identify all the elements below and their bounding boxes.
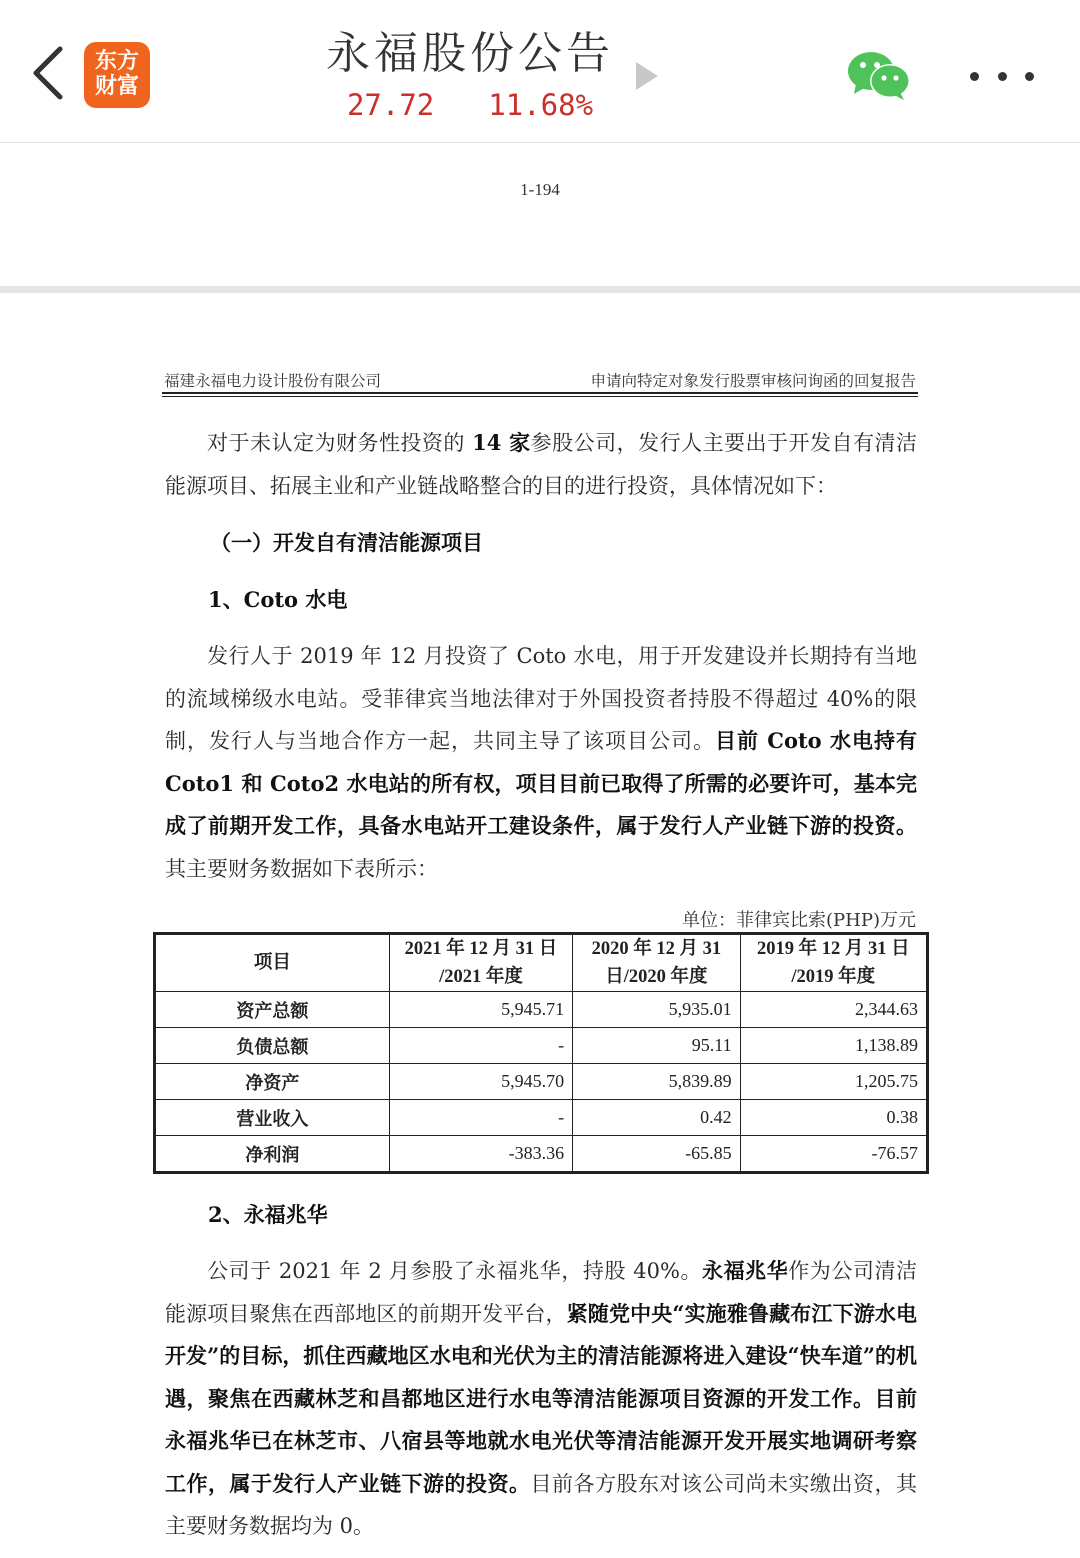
back-button[interactable] (18, 38, 78, 108)
item2-heading: 2、永福兆华 (208, 1202, 328, 1227)
cell-2019: -76.57 (740, 1136, 927, 1173)
cell-2019: 2,344.63 (740, 992, 927, 1028)
title-block (300, 26, 640, 122)
cell-2020: 5,839.89 (573, 1064, 740, 1100)
table-row (155, 1064, 928, 1100)
financial-data-table (153, 932, 929, 1174)
logo-line1: 东方 (94, 49, 139, 74)
table-row (155, 1136, 928, 1173)
header-2019: 2019 年 12 月 31 日 /2019 年度 (740, 934, 927, 992)
eastmoney-logo (84, 42, 150, 108)
row-label: 资产总额 (155, 992, 390, 1028)
item2-paragraph: 公司于 2021 年 2 月参股了永福兆华，持股 40%。永福兆华作为公司清洁能源项目聚焦在西部地区的前期开发平台，紧随党中央“实施雅鲁藏布江下游水电开发”的目标，抓住西藏地区水电和光伏为主的清洁能源将进入建设“快车道”的机遇，聚焦在西藏林芝和昌都地区进行水电等清洁能源项目资源的开发工作。目前永福兆华已在林芝市、八宿县等地就水电光伏等清洁能源开发开展实地调研考察工作，属于发行人产业链下游的投资。目前各方股东对该公司尚未实缴出资，其主要财务数据均为 0。 (165, 1258, 918, 1538)
more-dot-icon (1025, 72, 1034, 81)
header-report-title: 申请向特定对象发行股票审核问询函的回复报告 (590, 372, 916, 390)
document-running-header (162, 368, 918, 394)
header-company: 福建永福电力设计股份有限公司 (164, 372, 382, 390)
page-title: 永福股份公告 (326, 28, 614, 79)
table-row (155, 1028, 928, 1064)
play-icon[interactable] (636, 62, 658, 90)
cell-2019: 1,138.89 (740, 1028, 927, 1064)
stock-price: 27.72 (346, 88, 435, 122)
item1-heading: 1、Coto 水电 (208, 587, 348, 612)
table-header-row (155, 934, 928, 992)
table-row (155, 992, 928, 1028)
app-top-bar (0, 0, 1080, 143)
section-heading: （一）开发自有清洁能源项目 (210, 530, 483, 555)
item1-paragraph: 发行人于 2019 年 12 月投资了 Coto 水电，用于开发建设并长期持有当地的流域梯级水电站。受菲律宾当地法律对于外国投资者持股不得超过 40%的限制，发行人与当地合作方一起，共同主导了该项目公司。目前 Coto 水电持有 Coto1 和 Coto2 水电站的所有权，项目目前已取得了所需的必要许可，基本完成了前期开发工作，具备水电站开工建设条件，属于发行人产业链下游的投资。其主要财务数据如下表所示： (165, 644, 917, 881)
row-label: 负债总额 (155, 1028, 390, 1064)
table-row (155, 1100, 928, 1136)
header-item: 项目 (155, 934, 390, 992)
back-arrow-icon (28, 43, 68, 103)
stock-quote (300, 88, 640, 122)
more-dot-icon (970, 72, 979, 81)
header-2021: 2021 年 12 月 31 日 /2021 年度 (389, 934, 572, 992)
table-unit-note: 单位：菲律宾比索(PHP)万元 (682, 910, 916, 931)
cell-2020: 5,935.01 (573, 992, 740, 1028)
cell-2021: 5,945.71 (389, 992, 572, 1028)
page-separator (0, 286, 1080, 293)
logo-line2: 财富 (94, 74, 139, 99)
row-label: 营业收入 (155, 1100, 390, 1136)
cell-2021: - (389, 1100, 572, 1136)
wechat-share-button[interactable] (846, 50, 912, 102)
cell-2021: -383.36 (389, 1136, 572, 1173)
intro-paragraph: 对于未认定为财务性投资的 14 家参股公司，发行人主要出于开发自有清洁能源项目、拓展主业和产业链战略整合的目的进行投资，具体情况如下： (165, 430, 917, 498)
more-button[interactable] (970, 58, 1034, 94)
cell-2020: -65.85 (573, 1136, 740, 1173)
cell-2019: 0.38 (740, 1100, 927, 1136)
cell-2020: 95.11 (573, 1028, 740, 1064)
previous-page-number: 1-194 (520, 180, 560, 199)
stock-change: 11.68% (488, 88, 594, 122)
cell-2021: - (389, 1028, 572, 1064)
cell-2021: 5,945.70 (389, 1064, 572, 1100)
more-dot-icon (998, 72, 1007, 81)
header-2020: 2020 年 12 月 31 日/2020 年度 (573, 934, 740, 992)
cell-2020: 0.42 (573, 1100, 740, 1136)
row-label: 净资产 (155, 1064, 390, 1100)
row-label: 净利润 (155, 1136, 390, 1173)
wechat-icon (846, 50, 912, 102)
cell-2019: 1,205.75 (740, 1064, 927, 1100)
